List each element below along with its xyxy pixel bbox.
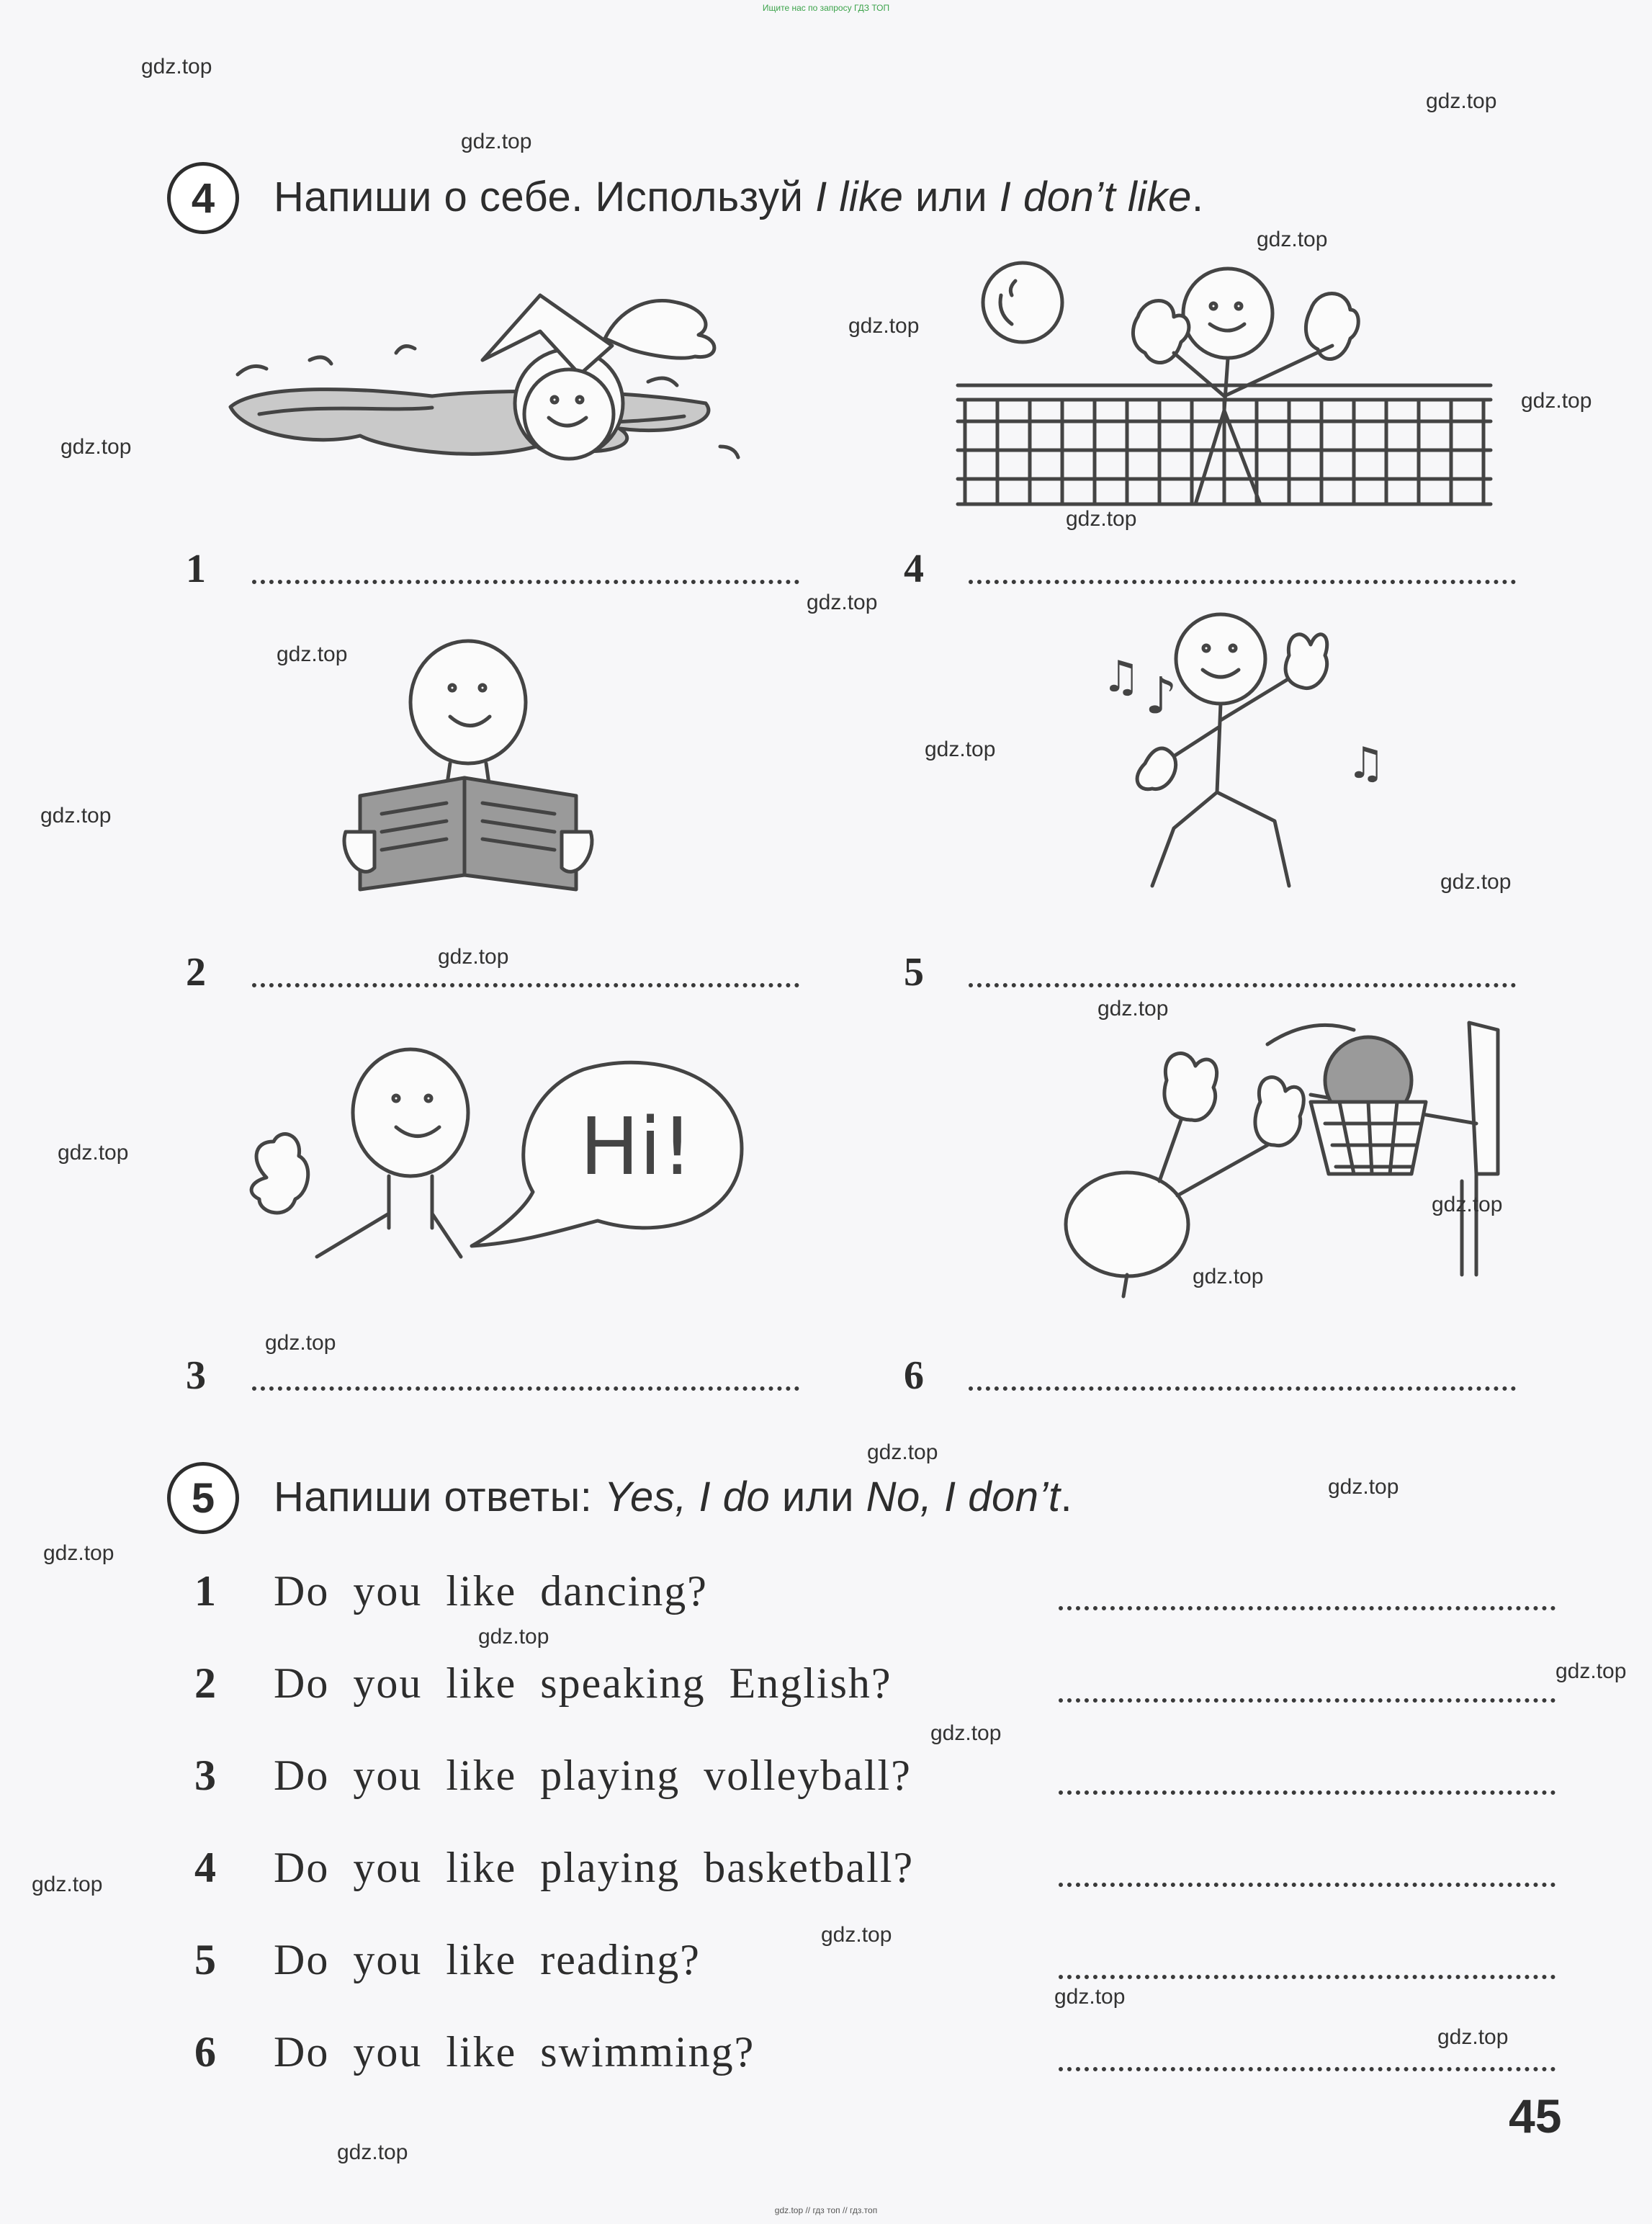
exercise-5-no: No, I don’t	[866, 1474, 1061, 1520]
answer-line-q2[interactable]	[1059, 1698, 1556, 1703]
question-row	[194, 1935, 701, 1993]
watermark: gdz.top	[1097, 997, 1169, 1021]
bottom-banner: gdz.top // гдз топ // гдз.топ	[774, 2205, 878, 2215]
watermark: gdz.top	[807, 591, 878, 614]
exercise-4-item-5-number: 5	[904, 950, 924, 995]
answer-line-6[interactable]	[969, 1386, 1516, 1391]
answer-line-4[interactable]	[969, 580, 1516, 584]
watermark: gdz.top	[1440, 870, 1512, 894]
exercise-5-title	[274, 1473, 1072, 1521]
dancing-icon	[1102, 612, 1505, 893]
question-number: 3	[194, 1752, 216, 1799]
watermark: gdz.top	[1556, 1659, 1627, 1683]
volleyball-icon	[958, 266, 1491, 511]
watermark: gdz.top	[821, 1923, 892, 1947]
top-banner: Ищите нас по запросу ГДЗ ТОП	[762, 3, 890, 13]
question-text: Do you like dancing?	[274, 1567, 708, 1615]
swimming-icon	[216, 281, 749, 483]
exercise-4-number: 4	[167, 162, 239, 234]
watermark: gdz.top	[1328, 1475, 1399, 1499]
exercise-4-like: I like	[815, 174, 904, 220]
question-number: 2	[194, 1659, 216, 1707]
exercise-5-title-main: Напиши ответы:	[274, 1474, 605, 1520]
watermark: gdz.top	[60, 435, 132, 459]
question-text: Do you like swimming?	[274, 2028, 755, 2076]
question-text: Do you like playing basketball?	[274, 1844, 915, 1891]
watermark: gdz.top	[1054, 1985, 1126, 2009]
answer-line-5[interactable]	[969, 983, 1516, 987]
question-row	[194, 2027, 755, 2085]
exercise-4-title	[274, 173, 1204, 221]
watermark: gdz.top	[478, 1625, 549, 1649]
exercise-4-item-2-number: 2	[186, 950, 206, 995]
watermark: gdz.top	[32, 1873, 103, 1896]
watermark: gdz.top	[1257, 228, 1328, 251]
watermark: gdz.top	[1437, 2025, 1509, 2049]
answer-line-2[interactable]	[252, 983, 799, 987]
watermark: gdz.top	[925, 737, 996, 761]
question-row	[194, 1843, 914, 1901]
watermark: gdz.top	[438, 945, 509, 969]
watermark: gdz.top	[848, 314, 920, 338]
basketball-icon	[1051, 1001, 1498, 1275]
watermark: gdz.top	[1066, 507, 1137, 531]
exercise-4-item-6-number: 6	[904, 1353, 924, 1398]
speech-bubble-text: Hi!	[580, 1100, 693, 1193]
exercise-4-period: .	[1191, 174, 1204, 220]
exercise-4-item-4-number: 4	[904, 547, 924, 591]
answer-line-q1[interactable]	[1059, 1606, 1556, 1610]
exercise-4-item-3-number: 3	[186, 1353, 206, 1398]
watermark: gdz.top	[58, 1141, 129, 1165]
question-number: 6	[194, 2028, 216, 2076]
exercise-4-title-main: Напиши о себе. Используй	[274, 174, 816, 220]
watermark: gdz.top	[265, 1331, 336, 1355]
exercise-5-yes: Yes, I do	[604, 1474, 771, 1520]
question-text: Do you like playing volleyball?	[274, 1752, 912, 1799]
svg-text:♫: ♫	[1102, 652, 1141, 702]
exercise-4-or: или	[903, 174, 1000, 220]
watermark: gdz.top	[1432, 1193, 1503, 1216]
question-text: Do you like speaking English?	[274, 1659, 892, 1707]
svg-text:♪: ♪	[1145, 666, 1177, 725]
question-number: 4	[194, 1844, 216, 1891]
reading-icon	[331, 645, 605, 904]
watermark: gdz.top	[141, 55, 212, 79]
page-number: 45	[1509, 2089, 1562, 2143]
answer-line-1[interactable]	[252, 580, 799, 584]
watermark: gdz.top	[1193, 1265, 1264, 1288]
exercise-5-number: 5	[167, 1462, 239, 1534]
speaking-icon	[223, 1048, 749, 1293]
exercise-5-period: .	[1060, 1474, 1073, 1520]
question-row	[194, 1566, 708, 1624]
watermark: gdz.top	[1426, 89, 1497, 113]
question-row	[194, 1751, 912, 1808]
question-row	[194, 1659, 892, 1716]
question-text: Do you like reading?	[274, 1936, 701, 1983]
answer-line-3[interactable]	[252, 1386, 799, 1391]
exercise-4-dont-like: I don’t like	[999, 174, 1192, 220]
answer-line-q6[interactable]	[1059, 2067, 1556, 2071]
answer-line-q4[interactable]	[1059, 1883, 1556, 1887]
watermark: gdz.top	[867, 1440, 938, 1464]
answer-line-q3[interactable]	[1059, 1790, 1556, 1795]
watermark: gdz.top	[1521, 389, 1592, 413]
exercise-4-item-1-number: 1	[186, 547, 206, 591]
watermark: gdz.top	[930, 1721, 1002, 1745]
watermark: gdz.top	[43, 1541, 115, 1565]
question-number: 5	[194, 1936, 216, 1983]
answer-line-q5[interactable]	[1059, 1975, 1556, 1979]
svg-text:♫: ♫	[1347, 738, 1386, 789]
watermark: gdz.top	[461, 130, 532, 153]
exercise-5-or: или	[770, 1474, 866, 1520]
watermark: gdz.top	[337, 2140, 408, 2164]
question-number: 1	[194, 1567, 216, 1615]
watermark: gdz.top	[277, 642, 348, 666]
watermark: gdz.top	[40, 804, 112, 828]
